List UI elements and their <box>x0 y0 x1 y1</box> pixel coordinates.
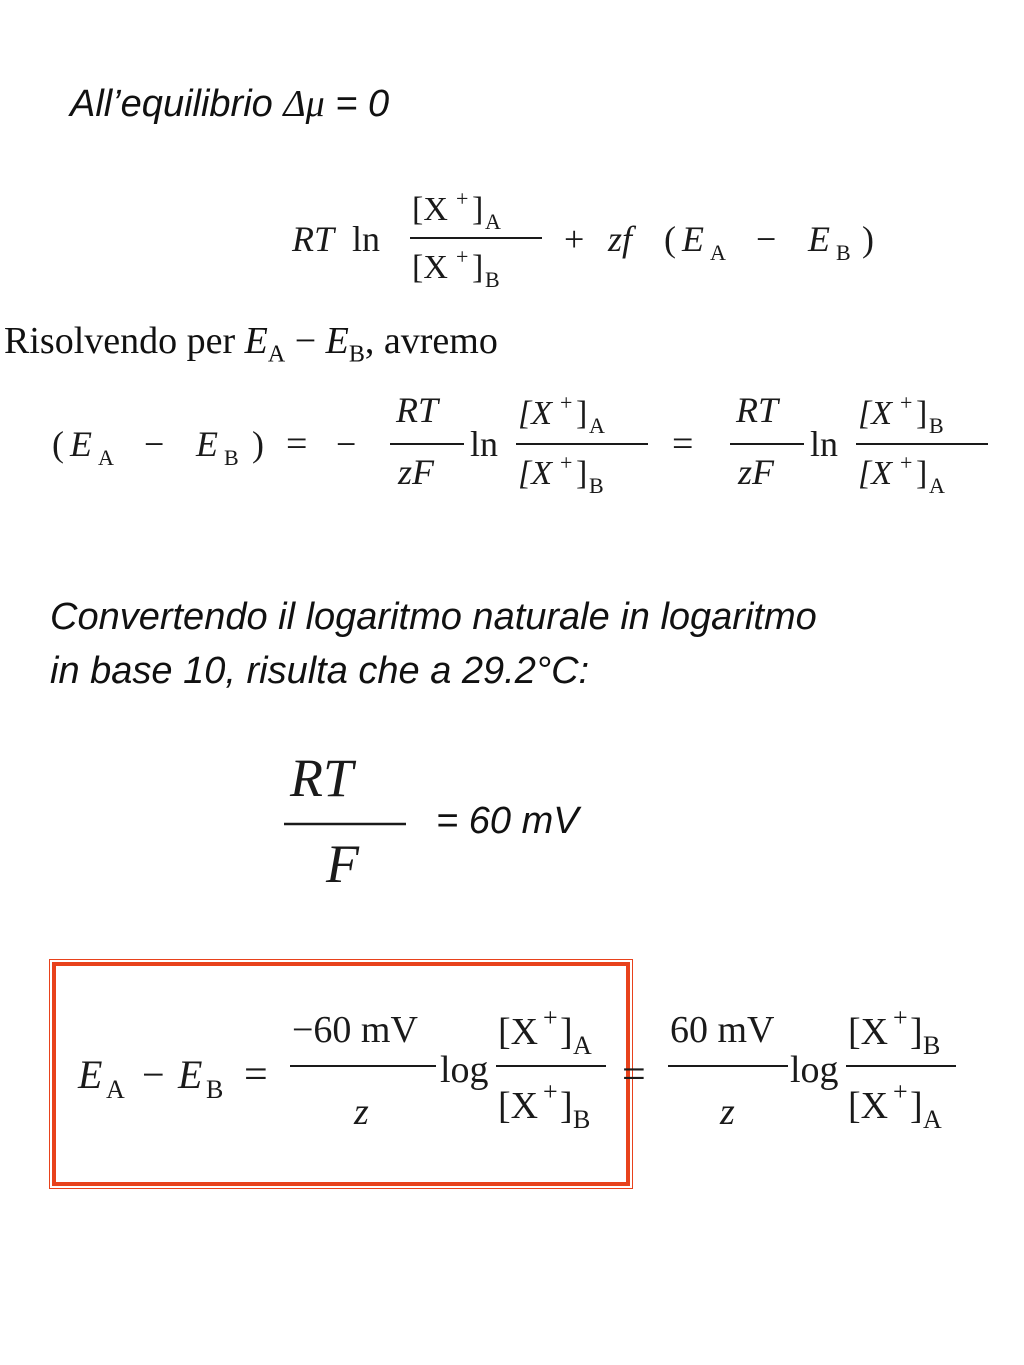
denominator-subscript: B <box>485 267 500 292</box>
boxed-ratio-1-den-close: ] <box>560 1085 573 1127</box>
boxed-denominator-z-2: z <box>720 1091 735 1133</box>
ratio-2-numerator <box>858 390 944 438</box>
rt-numerator-1: RT <box>396 390 439 430</box>
denominator-bracket: [X <box>412 249 448 286</box>
lhs-potential-b: E <box>196 424 218 464</box>
boxed-log-2: log <box>790 1049 839 1091</box>
concentration-numerator <box>412 186 501 234</box>
solving-eb-subscript: B <box>348 341 365 368</box>
solving-ea-subscript: A <box>267 341 286 368</box>
rt-over-f-fraction <box>278 746 418 896</box>
ratio-2-den-close: ] <box>916 455 928 492</box>
boxed-ratio-1-num-close: ] <box>560 1011 573 1053</box>
denominator-close: ] <box>472 249 484 286</box>
negative-sign: − <box>336 424 357 464</box>
boxed-ratio-1-den-bracket: [X <box>498 1085 539 1127</box>
rt-over-f-denominator: F <box>326 834 359 894</box>
rt-over-f-value: = 60 mV <box>436 800 579 842</box>
minus-sign: − <box>756 219 777 259</box>
boxed-ratio-2-den-subscript: A <box>923 1105 942 1134</box>
boxed-ratio-1-denominator <box>498 1077 590 1134</box>
solving-tail: , avremo <box>364 320 498 362</box>
close-paren: ) <box>862 219 874 259</box>
boxed-denominator-z-1: z <box>354 1091 369 1133</box>
ratio-1-num-charge: + <box>560 390 573 415</box>
heading-prefix: All’equilibrio <box>70 83 284 125</box>
boxed-ratio-1-num-subscript: A <box>573 1031 592 1060</box>
solving-minus: − <box>285 320 326 362</box>
boxed-ratio-2-den-bracket: [X <box>848 1085 889 1127</box>
ratio-2-num-charge: + <box>900 390 913 415</box>
concentration-denominator <box>412 244 500 292</box>
ratio-1-den-close: ] <box>576 455 588 492</box>
boxed-potential-b-subscript: B <box>206 1075 224 1104</box>
boxed-ratio-2-num-bracket: [X <box>848 1011 889 1053</box>
ratio-2-den-charge: + <box>900 450 913 475</box>
solving-ea: E <box>244 320 268 362</box>
boxed-log-1: log <box>440 1049 489 1091</box>
ratio-1-den-bracket: [X <box>518 455 552 492</box>
lhs-close-paren: ) <box>252 424 264 464</box>
ratio-2-den-bracket: [X <box>858 455 892 492</box>
boxed-equals-1: = <box>244 1052 268 1098</box>
boxed-numerator-neg-60mv: −60 mV <box>292 1009 418 1051</box>
zf-denominator-1: zF <box>398 452 434 492</box>
paragraph-line-1: Convertendo il logaritmo naturale in logaritmo <box>50 596 817 638</box>
numerator-close: ] <box>472 191 484 228</box>
ratio-2-denominator <box>858 450 945 498</box>
heading-suffix: = 0 <box>324 83 390 125</box>
boxed-equals-2: = <box>622 1052 646 1098</box>
boxed-ratio-2-den-close: ] <box>910 1085 923 1127</box>
equals-sign-2: = <box>672 423 694 465</box>
lhs-potential-a-subscript: A <box>98 445 114 470</box>
potential-a: E <box>682 219 704 259</box>
zf-denominator-2: zF <box>738 452 774 492</box>
numerator-bracket: [X <box>412 191 448 228</box>
boxed-ratio-2-num-charge: + <box>893 1003 908 1032</box>
ratio-2-num-subscript: B <box>929 413 944 438</box>
potential-b-subscript: B <box>836 240 851 265</box>
boxed-ratio-2-den-charge: + <box>893 1077 908 1106</box>
rt-over-f-numerator: RT <box>290 748 354 808</box>
solving-sentence <box>4 318 498 378</box>
equation-log-form <box>70 992 970 1142</box>
delta-mu-symbol: Δμ <box>283 83 325 125</box>
ratio-1-den-charge: + <box>560 450 573 475</box>
lhs-minus: − <box>144 424 165 464</box>
paragraph-line-2: in base 10, risulta che a 29.2°C: <box>50 650 590 692</box>
equilibrium-heading <box>70 80 389 128</box>
boxed-potential-b: E <box>178 1052 203 1097</box>
ratio-2-den-subscript: A <box>929 473 945 498</box>
equation-chemical-electrical <box>280 180 900 300</box>
conversion-paragraph <box>50 590 817 698</box>
rt-numerator-2: RT <box>736 390 779 430</box>
ratio-1-denominator <box>518 450 604 498</box>
lhs-potential-a: E <box>70 424 92 464</box>
ln-symbol: ln <box>352 219 381 259</box>
potential-a-subscript: A <box>710 240 726 265</box>
ratio-1-numerator <box>518 390 605 438</box>
open-paren: ( <box>664 219 676 259</box>
numerator-subscript: A <box>485 209 501 234</box>
plus-sign: + <box>564 219 585 259</box>
numerator-charge: + <box>456 186 469 211</box>
lhs-potential-b-subscript: B <box>224 445 239 470</box>
zf-term: zf <box>608 219 633 259</box>
equals-sign-1: = <box>286 423 308 465</box>
ratio-2-num-close: ] <box>916 395 928 432</box>
boxed-ratio-1-den-subscript: B <box>573 1105 591 1134</box>
denominator-charge: + <box>456 244 469 269</box>
boxed-ratio-2-num-subscript: B <box>923 1031 941 1060</box>
ratio-1-den-subscript: B <box>589 473 604 498</box>
ratio-1-num-subscript: A <box>589 413 605 438</box>
boxed-numerator-60mv: 60 mV <box>670 1009 775 1051</box>
boxed-ratio-1-numerator <box>498 1003 592 1060</box>
boxed-potential-a-subscript: A <box>106 1075 125 1104</box>
ratio-1-num-close: ] <box>576 395 588 432</box>
equation-potential-difference <box>48 388 1008 500</box>
lhs-open-paren: ( <box>52 424 64 464</box>
rt-term: RT <box>292 219 335 259</box>
potential-b: E <box>808 219 830 259</box>
ratio-1-num-bracket: [X <box>518 395 552 432</box>
boxed-ratio-1-num-charge: + <box>543 1003 558 1032</box>
boxed-minus: − <box>142 1052 165 1097</box>
boxed-ratio-2-numerator <box>848 1003 940 1060</box>
solving-lead: Risolvendo per <box>4 320 245 362</box>
solving-eb: E <box>325 320 349 362</box>
ln-symbol-1: ln <box>470 424 499 464</box>
boxed-potential-a: E <box>78 1052 103 1097</box>
ratio-2-num-bracket: [X <box>858 395 892 432</box>
boxed-ratio-1-den-charge: + <box>543 1077 558 1106</box>
boxed-ratio-1-num-bracket: [X <box>498 1011 539 1053</box>
boxed-ratio-2-denominator <box>848 1077 942 1134</box>
boxed-ratio-2-num-close: ] <box>910 1011 923 1053</box>
ln-symbol-2: ln <box>810 424 839 464</box>
